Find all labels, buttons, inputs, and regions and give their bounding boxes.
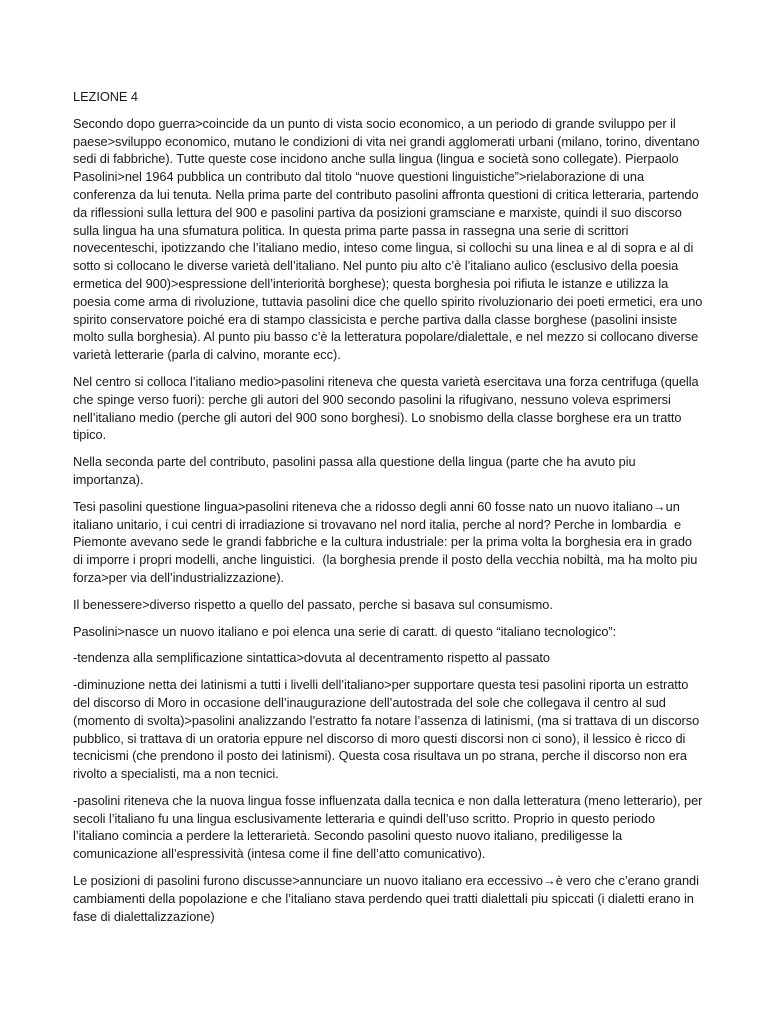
list-item-tecnica: -pasolini riteneva che la nuova lingua fosse influenzata dalla tecnica e non dalla letteratura (meno letterario), per secoli l’italiano fu una lingua esclusivamente letteraria e quindi dell’uso scritto. Proprio in questo periodo l’italiano comincia a perdere la letterarietà. Secondo pasolini questo nuovo italiano, prediligesse la comunicazione all’espressività (intesa come il fine dell’atto comunicativo). (73, 792, 706, 862)
paragraph-postwar-pasolini: Secondo dopo guerra>coincide da un punto di vista socio economico, a un periodo di grande sviluppo per il paese>sviluppo economico, mutano le condizioni di vita nei grandi agglomerati urbani (milano, torino, diventano sedi di fabbriche). Tutte queste cose incidono anche sulla lingua (lingua e società sono collegate). Pierpaolo Pasolini>nel 1964 pubblica un contributo dal titolo “nuove questioni linguistiche”>rielaborazione di una conferenza da lui tenuta. Nella prima parte del contributo pasolini affronta questioni di critica letteraria, partendo da riflessioni sulla lettura del 900 e pasolini partiva da posizioni gramsciane e marxiste, quindi il suo discorso sulla lingua ha una sfumatura politica. In questa prima parte passa in rassegna una serie di scrittori novecenteschi, ipotizzando che l’italiano medio, inteso come lingua, si collochi su una linea e al di sopra e al di sotto si collocano le diverse varietà dell’italiano. Nel punto piu alto c’è l’italiano aulico (esclusivo della poesia ermetica del 900)>espressione dell’interiorità borghese); questa borghesia poi rifiuta le istanze e utilizza la poesia come arma di rivoluzione, tuttavia pasolini dice che quello spirito rivoluzionario dei poeti ermetici, era uno spirito conservatore poiché era di stampo classicista e perche partiva dalla classe borghese (pasolini insiste molto sulla borghesia). Al punto piu basso c’è la letteratura popolare/dialettale, e nel mezzo si collocano diverse varietà letterarie (parla di calvino, morante ecc). (73, 115, 706, 363)
list-item-semplificazione: -tendenza alla semplificazione sintattica>dovuta al decentramento rispetto al passato (73, 650, 550, 666)
lesson-heading: LEZIONE 4 (73, 89, 138, 104)
paragraph-seconda-parte: Nella seconda parte del contributo, pasolini passa alla questione della lingua (parte che ha avuto piu importanza). (73, 454, 640, 487)
paragraph-tesi-pasolini: Tesi pasolini questione lingua>pasolini riteneva che a ridosso degli anni 60 fosse nato un nuovo italiano→un italiano unitario, i cui centri di irradiazione si trovavano nel nord italia, perche al nord? Perche in lombardia e Piemonte avevano sede le grandi fabbriche e la cultura industriale: per la prima volta la borghesia era in grado di imporre i propri modelli, anche linguistici. (la borghesia prende il posto della vecchia nobiltà, ma ha molto piu forza>per via dell’industrializzazione). (73, 498, 701, 585)
paragraph-posizioni-discusse: Le posizioni di pasolini furono discusse>annunciare un nuovo italiano era eccessivo→è vero che c’erano grandi cambiamenti della popolazione e che l’italiano stava perdendo quei tratti dialettali piu spiccati (i dialetti erano in fase di dialettalizzazione) (73, 873, 703, 924)
paragraph-benessere: Il benessere>diverso rispetto a quello del passato, perche si basava sul consumismo. (73, 596, 553, 612)
paragraph-italiano-medio: Nel centro si colloca l’italiano medio>pasolini riteneva che questa varietà esercitava una forza centrifuga (quella che spinge verso fuori): perche gli autori del 900 secondo pasolini la rifugivano, nessuno voleva esprimersi nell’italiano medio (perche gli autori del 900 sono borghesi). Lo snobismo della classe borghese era un tratto tipico. (73, 373, 703, 443)
paragraph-italiano-tecnologico: Pasolini>nasce un nuovo italiano e poi elenca una serie di caratt. di questo “italiano tecnologico”: (73, 623, 617, 639)
document-body (73, 88, 706, 934)
list-item-latinismi: -diminuzione netta dei latinismi a tutti i livelli dell’italiano>per supportare questa tesi pasolini riporta un estratto del discorso di Moro in occasione dell’inaugurazione dell’autostrada del sole che collegava il centro al sud (momento di svolta)>pasolini analizzando l’estratto fa notare l’assenza di latinismi, (ma si trattava di un discorso pubblico, si trattava di un oratoria eppure nel discorso di moro questi discorsi non ci sono), il lessico è ricco di tecnicismi (che prendono il posto dei latinismi). Questa cosa risultava un po strana, perche il discorso non era rivolto a specialisti, ma a non tecnici. (73, 677, 703, 782)
